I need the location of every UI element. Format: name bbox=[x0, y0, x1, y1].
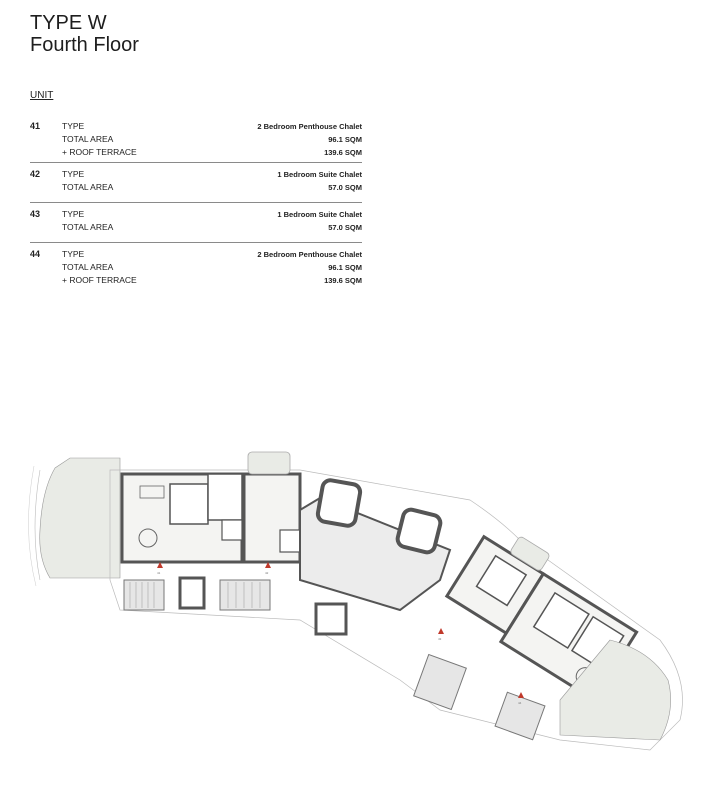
unit-value: 57.0 SQM bbox=[328, 183, 362, 192]
unit-41-room bbox=[208, 474, 242, 520]
title-floor: Fourth Floor bbox=[30, 34, 139, 56]
unit-value: 139.6 SQM bbox=[324, 276, 362, 285]
terrace-outline-left bbox=[35, 470, 40, 580]
unit-row bbox=[30, 274, 362, 287]
unit-row bbox=[30, 248, 362, 261]
unit-row bbox=[30, 261, 362, 274]
unit-group-43 bbox=[30, 203, 362, 243]
core-room bbox=[316, 604, 346, 634]
unit-heading: UNIT bbox=[30, 90, 54, 101]
unit-row bbox=[30, 208, 362, 221]
unit-number: 42 bbox=[30, 169, 41, 179]
unit-label: TOTAL AREA bbox=[62, 134, 114, 144]
floor-plan bbox=[0, 440, 708, 770]
unit-label: TYPE bbox=[62, 209, 85, 219]
unit-row bbox=[30, 146, 362, 159]
marker-label: 44 bbox=[518, 701, 522, 705]
unit-marker-41 bbox=[157, 562, 163, 575]
unit-value: 1 Bedroom Suite Chalet bbox=[277, 170, 362, 179]
unit-value: 2 Bedroom Penthouse Chalet bbox=[257, 122, 362, 131]
unit-label: TYPE bbox=[62, 169, 85, 179]
unit-number: 43 bbox=[30, 209, 41, 219]
unit-value: 2 Bedroom Penthouse Chalet bbox=[257, 250, 362, 259]
unit-42-bath bbox=[280, 530, 300, 552]
page-title bbox=[30, 12, 139, 56]
unit-group-41 bbox=[30, 120, 362, 163]
unit-label: TYPE bbox=[62, 121, 85, 131]
marker-label: 43 bbox=[438, 637, 442, 641]
unit-row bbox=[30, 181, 362, 194]
stair-right bbox=[495, 692, 545, 740]
unit-table bbox=[30, 120, 362, 290]
unit-group-42 bbox=[30, 163, 362, 203]
unit-number: 41 bbox=[30, 121, 41, 131]
unit-marker-42 bbox=[265, 562, 271, 575]
unit-label: TOTAL AREA bbox=[62, 222, 114, 232]
unit-row bbox=[30, 120, 362, 133]
unit-number: 44 bbox=[30, 249, 41, 259]
marker-arrow bbox=[518, 692, 524, 698]
unit-value: 96.1 SQM bbox=[328, 135, 362, 144]
lift bbox=[180, 578, 204, 608]
core-room bbox=[396, 508, 442, 554]
unit-row bbox=[30, 133, 362, 146]
unit-row bbox=[30, 168, 362, 181]
unit-value: 57.0 SQM bbox=[328, 223, 362, 232]
unit-41-room bbox=[170, 484, 208, 524]
unit-marker-43 bbox=[438, 628, 444, 641]
title-type: TYPE W bbox=[30, 12, 107, 34]
unit-42-balcony bbox=[248, 452, 290, 474]
unit-41-bath bbox=[222, 520, 242, 540]
unit-value: 1 Bedroom Suite Chalet bbox=[277, 210, 362, 219]
stair-left bbox=[220, 580, 270, 610]
unit-label: TYPE bbox=[62, 249, 85, 259]
roof-terrace-left bbox=[40, 458, 120, 578]
unit-label: TOTAL AREA bbox=[62, 182, 114, 192]
marker-label: 42 bbox=[265, 571, 269, 575]
unit-label: TOTAL AREA bbox=[62, 262, 114, 272]
unit-label: + ROOF TERRACE bbox=[62, 147, 137, 157]
unit-value: 139.6 SQM bbox=[324, 148, 362, 157]
unit-row bbox=[30, 221, 362, 234]
unit-label: + ROOF TERRACE bbox=[62, 275, 137, 285]
marker-label: 41 bbox=[157, 571, 161, 575]
unit-group-44 bbox=[30, 243, 362, 290]
core-room bbox=[317, 479, 362, 527]
marker-arrow bbox=[438, 628, 444, 634]
stair-right bbox=[414, 654, 467, 709]
unit-value: 96.1 SQM bbox=[328, 263, 362, 272]
